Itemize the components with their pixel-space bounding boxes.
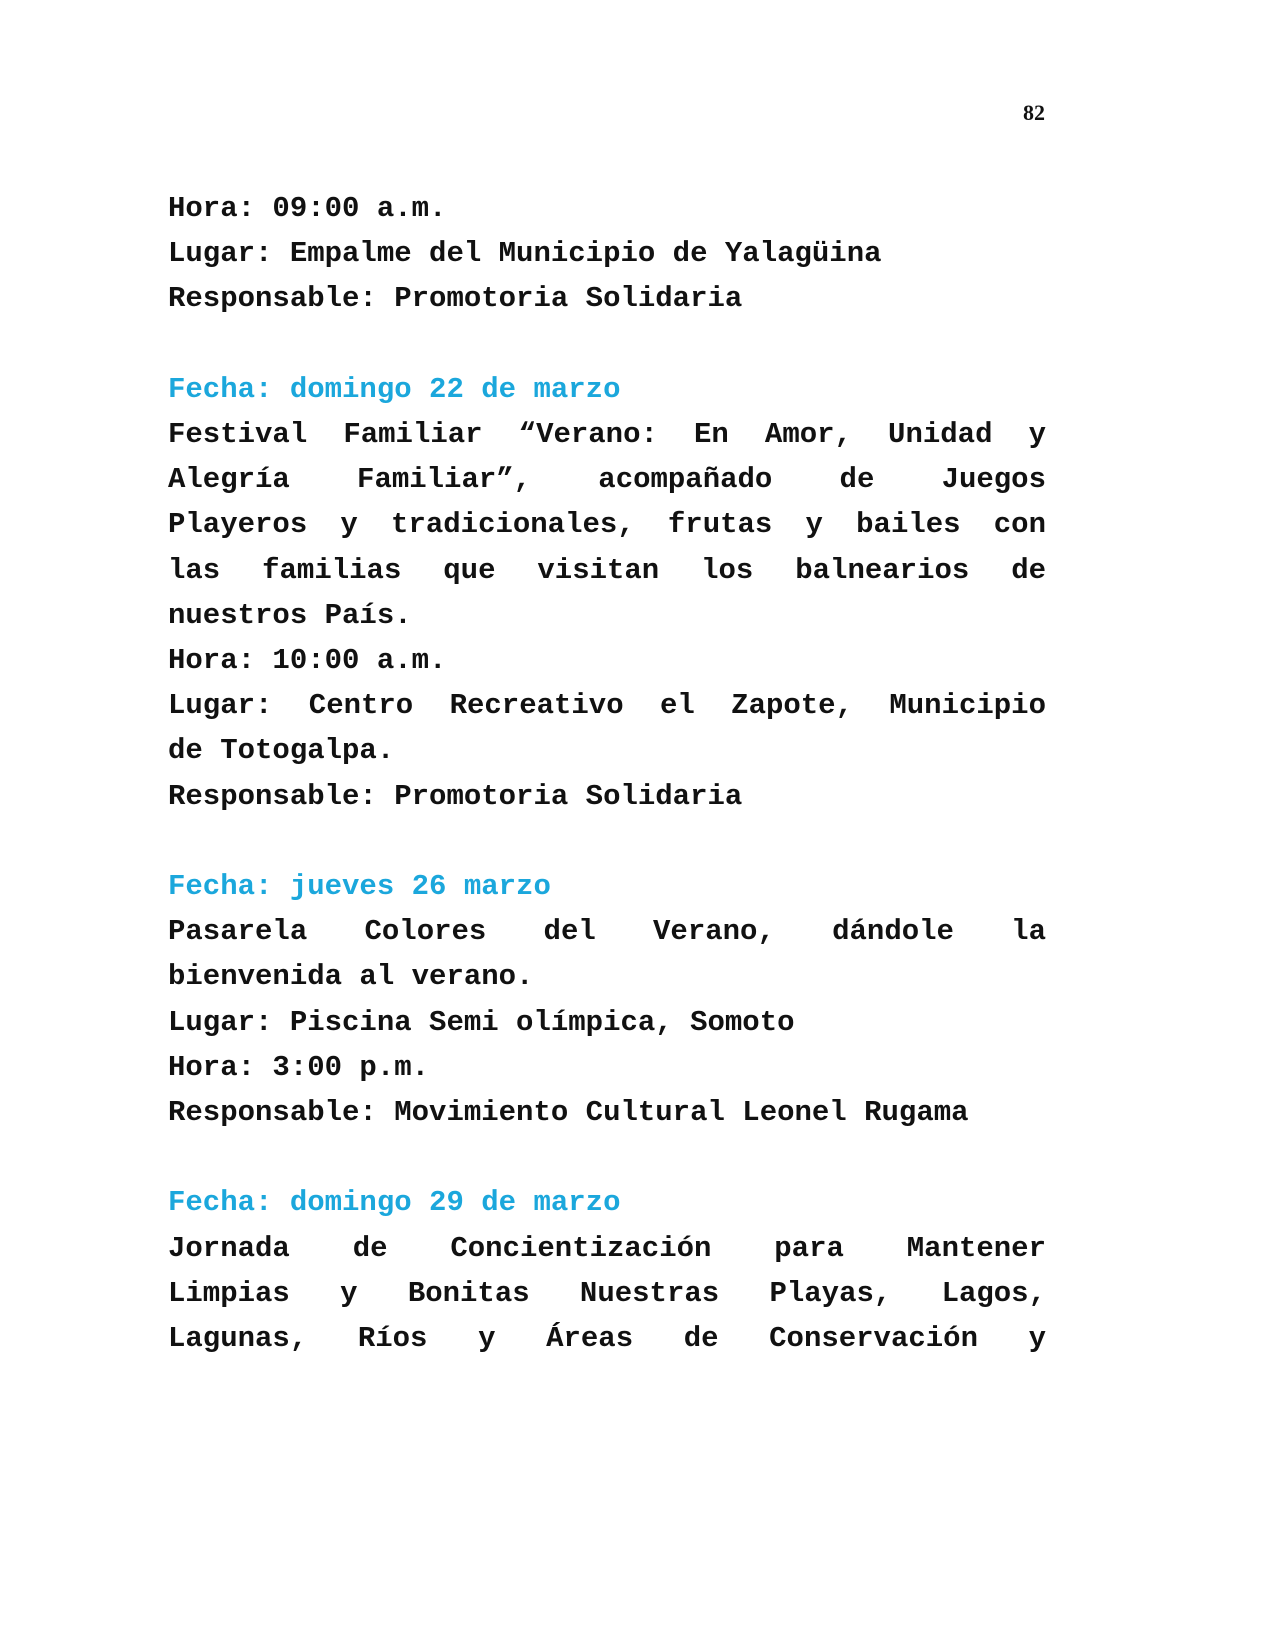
event-responsible: Responsable: Promotoria Solidaria — [168, 282, 743, 316]
event-description-line: nuestros País. — [168, 598, 412, 632]
event-responsible: Responsable: Promotoria Solidaria — [168, 779, 743, 813]
event-location: Lugar: Empalme del Municipio de Yalagüina — [168, 237, 882, 271]
event-description-line: Limpias y Bonitas Nuestras Playas, Lagos, — [168, 1276, 1046, 1310]
event-description-line: las familias que visitan los balnearios de — [168, 553, 1046, 587]
event-block-march-26 — [168, 864, 1046, 1135]
event-description-line: Lagunas, Ríos y Áreas de Conservación y — [168, 1322, 1046, 1356]
event-description-line: Pasarela Colores del Verano, dándole la — [168, 915, 1046, 949]
event-location-line: Lugar: Centro Recreativo el Zapote, Municipio — [168, 689, 1046, 723]
event-time: Hora: 10:00 a.m. — [168, 644, 447, 678]
event-description-line: Alegría Familiar”, acompañado de Juegos — [168, 463, 1046, 497]
event-date-heading: Fecha: domingo 22 de marzo — [168, 372, 621, 406]
page-number: 82 — [1023, 100, 1045, 125]
event-date-heading: Fecha: jueves 26 marzo — [168, 870, 551, 904]
event-time: Hora: 3:00 p.m. — [168, 1050, 430, 1084]
event-description-line: Jornada de Concientización para Mantener — [168, 1231, 1046, 1265]
event-location-line: de Totogalpa. — [168, 734, 395, 768]
event-description-line: bienvenida al verano. — [168, 960, 534, 994]
document-body — [168, 186, 1046, 1361]
event-time: Hora: 09:00 a.m. — [168, 192, 447, 225]
event-block-march-22 — [168, 367, 1046, 819]
event-block-march-29 — [168, 1180, 1046, 1361]
event-description-line: Festival Familiar “Verano: En Amor, Unidad y — [168, 418, 1046, 451]
event-responsible: Responsable: Movimiento Cultural Leonel Rugama — [168, 1096, 969, 1130]
event-location: Lugar: Piscina Semi olímpica, Somoto — [168, 1005, 795, 1039]
event-block-continued — [168, 186, 1046, 322]
event-description-line: Playeros y tradicionales, frutas y bailes con — [168, 508, 1046, 542]
event-date-heading: Fecha: domingo 29 de marzo — [168, 1186, 621, 1220]
